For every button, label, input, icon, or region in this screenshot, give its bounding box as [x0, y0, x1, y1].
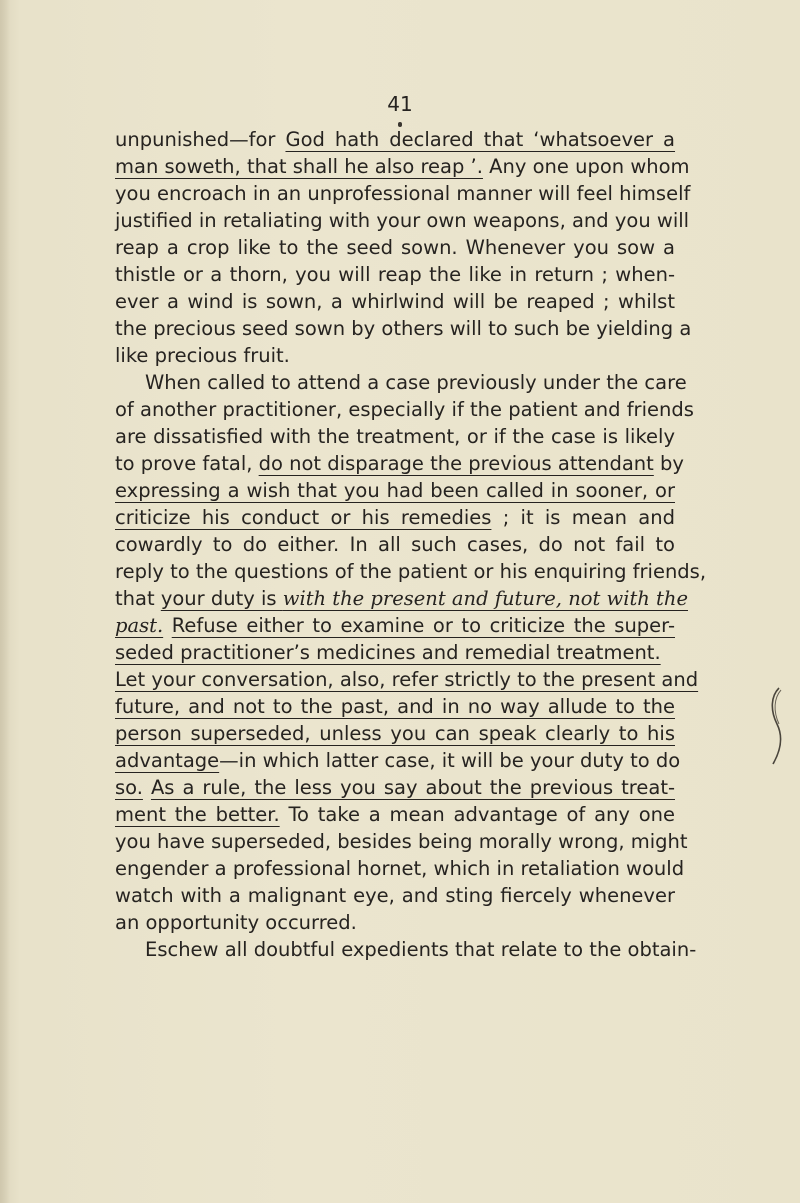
text-segment: by [653, 452, 684, 475]
underlined-line: future, and not to the past, and in no way allude to the [115, 695, 675, 718]
text-segment: To take a mean advantage of any one [279, 803, 675, 826]
text-line: the precious seed sown by others will to such be yielding a [115, 317, 692, 340]
underlined-text: advantage [115, 749, 220, 772]
paragraph-start-line: Eschew all doubtful expedients that relate to the obtain- [145, 938, 697, 961]
text-line [115, 639, 675, 666]
text-line: engender a professional hornet, which in retaliation would [115, 857, 685, 880]
underlined-text: man soweth, that shall he also reap ’. [115, 155, 483, 178]
underlined-text: do not disparage the previous attendant [258, 452, 654, 475]
text-line: thistle or a thorn, you will reap the like in return ; when- [115, 263, 675, 286]
text-line: cowardly to do either. In all such cases, do not fail to [115, 533, 675, 556]
text-line: like precious fruit. [115, 344, 290, 367]
underlined-line: person superseded, unless you can speak clearly to his [115, 722, 675, 745]
text-line: you encroach in an unprofessional manner will feel himself [115, 182, 691, 205]
text-segment: ; it is mean and [491, 506, 675, 529]
text-segment: —in which latter case, it will be your duty to do [219, 749, 681, 772]
text-line: you have superseded, besides being morally wrong, might [115, 830, 688, 853]
underlined-text: your duty is [160, 587, 283, 610]
spine-shadow [0, 0, 10, 1203]
text-line [115, 504, 675, 531]
underlined-text: Refuse either to examine or to criticize the super- [171, 614, 675, 637]
text-segment: that [115, 587, 161, 610]
text-segment: Any one upon whom [482, 155, 690, 178]
underlined-line: expressing a wish that you had been called in sooner, or [115, 479, 675, 502]
underlined-text: seded practitioner’s medicines and remedial treatment. [115, 641, 661, 664]
text-line: an opportunity occurred. [115, 911, 357, 934]
text-line [115, 126, 675, 153]
underlined-text: ment the better. [115, 803, 280, 826]
underlined-text: criticize his conduct or his remedies [115, 506, 492, 529]
text-line: ever a wind is sown, a whirlwind will be reaped ; whilst [115, 290, 675, 313]
text-line: are dissatisfied with the treatment, or if the case is likely [115, 425, 675, 448]
underlined-text: As a rule, the less you say about the previous treat- [150, 776, 675, 799]
text-line [115, 747, 681, 774]
text-line: of another practitioner, especially if the patient and friends [115, 398, 694, 421]
text-segment: unpunished—for [115, 128, 286, 151]
text-line: reap a crop like to the seed sown. Whenever you sow a [115, 236, 675, 259]
text-line [115, 450, 684, 477]
body-text [115, 126, 707, 963]
text-line: justified in retaliating with your own weapons, and you will [115, 209, 690, 232]
underlined-text: so. [115, 776, 143, 799]
text-line: reply to the questions of the patient or his enquiring friends, [115, 560, 707, 583]
margin-pencil-mark [767, 686, 785, 766]
text-segment [163, 614, 172, 637]
text-line [115, 774, 675, 801]
page-number: 41 [387, 92, 413, 116]
paragraph-start-line: When called to attend a case previously under the care [145, 371, 687, 394]
text-line [115, 585, 688, 612]
text-line [115, 801, 675, 828]
underlined-line: Let your conversation, also, refer strictly to the present and [115, 668, 699, 691]
italic-underlined-text: with the present and future, not with the [282, 587, 688, 610]
text-segment [143, 776, 151, 799]
text-line [115, 153, 690, 180]
italic-underlined-text: past. [115, 614, 164, 637]
underlined-text: God hath declared that ‘whatsoever a [285, 128, 676, 151]
text-line: watch with a malignant eye, and sting fiercely whenever [115, 884, 675, 907]
text-line [115, 612, 675, 639]
text-segment: to prove fatal, [115, 452, 259, 475]
